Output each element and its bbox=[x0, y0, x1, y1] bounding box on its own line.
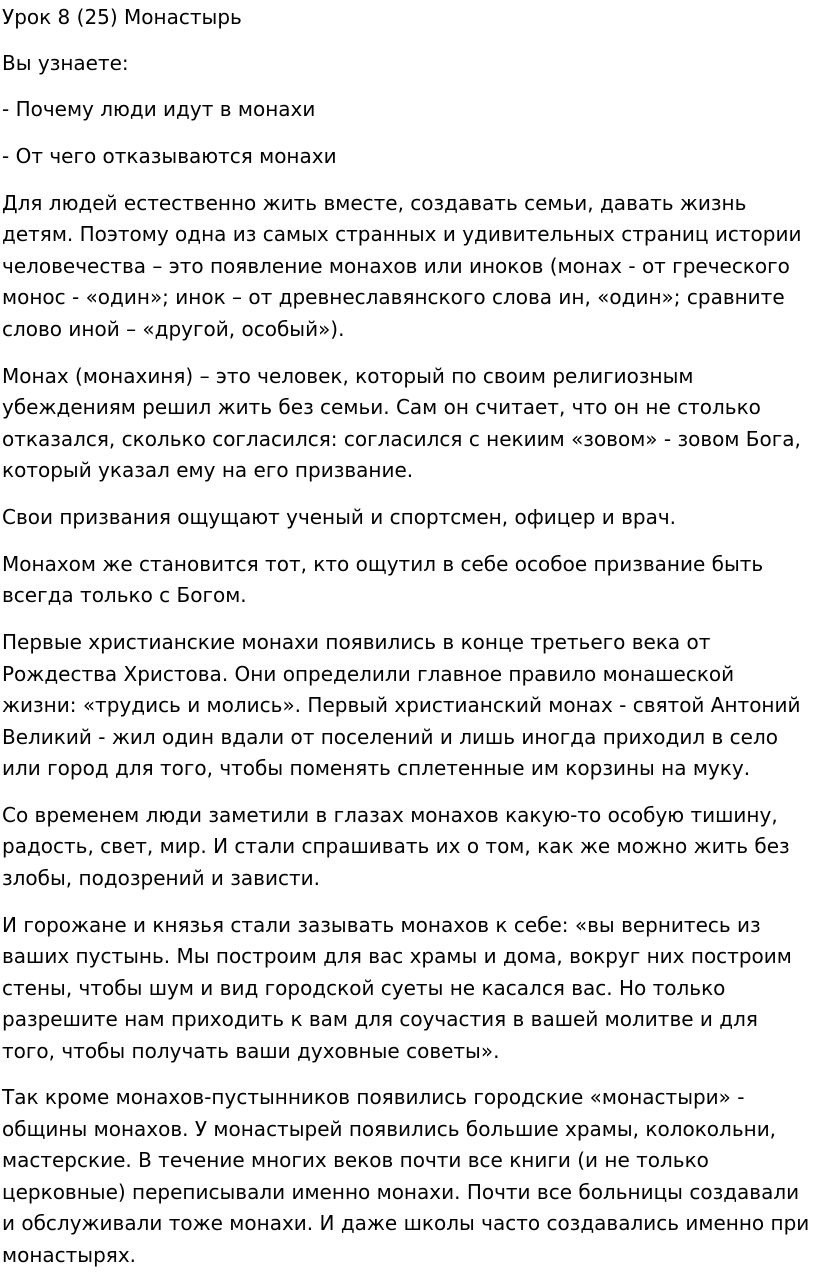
paragraph: Первые христианские монахи появились в конце третьего века от Рождества Христова. Они определили главное правило монашеской жизни: «трудись и молись». Первый христианский монах - святой Антоний Великий - жил один вдали от поселений и лишь иногда приходил в село или город для того, чтобы поменять сплетенные им корзины на муку. bbox=[2, 630, 801, 781]
paragraph: Монах (монахиня) – это человек, который по своим религиозным убеждениям решил жить без семьи. Сам он считает, что он не столько отказался, сколько согласился: согласился с некиим «зовом» - зовом Бога, который указал ему на его призвание. bbox=[2, 363, 801, 483]
paragraph: Для людей естественно жить вместе, создавать семьи, давать жизнь детям. Поэтому одна из самых странных и удивительных страниц истории человечества – это появление монахов или иноков (монах - от греческого монос - «один»; инок – от древнеславянского слова ин, «один»; сравните слово иной – «другой, особый»). bbox=[2, 190, 802, 341]
goal-item: - От чего отказываются монахи bbox=[2, 144, 337, 169]
paragraph: Свои призвания ощущают ученый и спортсмен, офицер и врач. bbox=[2, 504, 677, 529]
paragraph: И горожане и князья стали зазывать монахов к себе: «вы вернитесь из ваших пустынь. Мы построим для вас храмы и дома, вокруг них построим стены, чтобы шум и вид городской суеты не касался вас. Но только разрешите нам приходить к вам для соучастия в вашей молитве и для того, чтобы получать ваши духовные советы». bbox=[2, 912, 792, 1063]
intro-heading: Вы узнаете: bbox=[2, 50, 129, 75]
lesson-title: Урок 8 (25) Монастырь bbox=[2, 5, 242, 29]
paragraph: Монахом же становится тот, кто ощутил в себе особое призвание быть всегда только с Богом. bbox=[2, 551, 764, 608]
paragraph: Так кроме монахов-пустынников появились городские «монастыри» - общины монахов. У монастырей появились большие храмы, колокольни, мастерские. В течение многих веков почти все книги (и не только церковные) переписывали именно монахи. Почти все больницы создавали и обслуживали тоже монахи. И даже школы часто создавались именно при монастырях. bbox=[2, 1085, 810, 1267]
paragraph: Со временем люди заметили в глазах монахов какую-то особую тишину, радость, свет, мир. И стали спрашивать их о том, как же можно жить без злобы, подозрений и зависти. bbox=[2, 802, 790, 890]
goal-item: - Почему люди идут в монахи bbox=[2, 97, 316, 122]
